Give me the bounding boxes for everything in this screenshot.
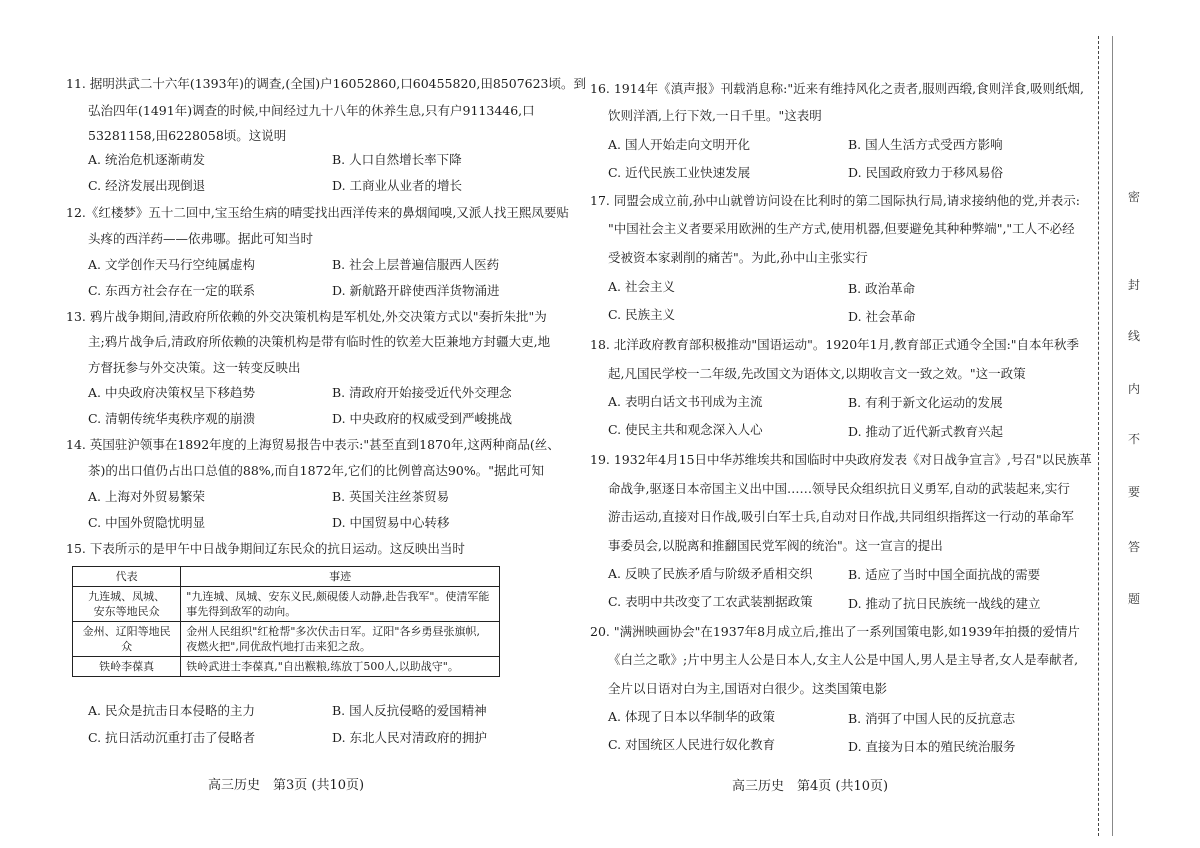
q11-line: 弘治四年(1491年)调查的时候,中间经过九十八年的休养生息,只有户9113446,口 <box>88 103 535 118</box>
q11-line: 53281158,田6228058顷。这说明 <box>88 128 287 143</box>
table-header-row <box>73 567 500 587</box>
q17-option-c[interactable]: C. 民族主义 <box>608 307 676 322</box>
table-row <box>73 587 500 622</box>
q17-option-a[interactable]: A. 社会主义 <box>608 279 675 294</box>
q18-option-c[interactable]: C. 使民主共和观念深入人心 <box>608 422 763 437</box>
cell-text: 夜燃火把",同优敌忾地打击来犯之敌。 <box>186 640 371 653</box>
cell-text: 金州、辽阳等地民众 <box>82 625 171 653</box>
q11-line: 11. 据明洪武二十六年(1393年)的调查,(全国)户16052860,口60455820,田8507623顷。到 <box>66 76 587 91</box>
q16-line: 饮则洋酒,上行下效,一日千里。"这表明 <box>608 108 822 123</box>
q14-option-d[interactable]: D. 中国贸易中心转移 <box>332 515 450 530</box>
q17-line: 受被资本家剥削的痛苦"。为此,孙中山主张实行 <box>608 250 868 265</box>
table-cell-rep <box>73 587 181 622</box>
q14-option-b[interactable]: B. 英国关注丝茶贸易 <box>332 489 450 504</box>
q15-table <box>72 566 500 677</box>
cell-text: 铁岭李葆真 <box>99 660 155 673</box>
seal-char: 内 <box>1128 382 1141 396</box>
q12-line: 头疼的西洋药——依弗哪。据此可知当时 <box>88 231 314 246</box>
q19-line: 游击运动,直接对日作战,吸引白军士兵,自动对日作战,共同组织指挥这一行动的革命军 <box>608 509 1074 524</box>
q20-line: 全片以日语对白为主,国语对白很少。这类国策电影 <box>608 681 887 696</box>
q11-option-a[interactable]: A. 统治危机逐渐萌发 <box>88 152 205 167</box>
q19-option-d[interactable]: D. 推动了抗日民族统一战线的建立 <box>848 596 1041 611</box>
q11-option-c[interactable]: C. 经济发展出现倒退 <box>88 178 206 193</box>
q14-line: 茶)的出口值仍占出口总值的88%,而自1872年,它们的比例曾高达90%。"据此可知 <box>88 463 544 478</box>
seal-char: 封 <box>1128 278 1141 292</box>
q20-option-b[interactable]: B. 消弭了中国人民的反抗意志 <box>848 711 1016 726</box>
q12-option-a[interactable]: A. 文学创作天马行空纯属虚构 <box>88 257 255 272</box>
q17-option-d[interactable]: D. 社会革命 <box>848 309 916 324</box>
q12-line: 12.《红楼梦》五十二回中,宝玉给生病的晴雯找出西洋传来的鼻烟闻嗅,又派人找王熙凤要贴 <box>66 205 569 220</box>
q19-option-c[interactable]: C. 表明中共改变了工农武装割据政策 <box>608 594 813 609</box>
fold-line-dashed <box>1098 36 1099 836</box>
q13-line: 13. 鸦片战争期间,清政府所依赖的外交决策机构是军机处,外交决策方式以"奏折朱批"为 <box>66 309 547 324</box>
q19-option-a[interactable]: A. 反映了民族矛盾与阶级矛盾相交织 <box>608 566 813 581</box>
q20-line: 20. "满洲映画协会"在1937年8月成立后,推出了一系列国策电影,如1939年拍摄的爱情片 <box>590 624 1080 639</box>
q13-option-b[interactable]: B. 清政府开始接受近代外交理念 <box>332 385 512 400</box>
q17-line: "中国社会主义者要采用欧洲的生产方式,使用机器,但要避免其种种弊端","工人不必经 <box>608 221 1075 236</box>
q20-option-a[interactable]: A. 体现了日本以华制华的政策 <box>608 709 775 724</box>
q11-option-b[interactable]: B. 人口自然增长率下降 <box>332 152 462 167</box>
q15-line: 15. 下表所示的是甲午中日战争期间辽东民众的抗日运动。这反映出当时 <box>66 541 465 556</box>
table-row <box>73 657 500 677</box>
q16-line: 16. 1914年《滇声报》刊载消息称:"近来有维持风化之责者,服则西缎,食则洋食,吸则纸烟, <box>590 81 1085 96</box>
fold-line-solid <box>1112 36 1113 836</box>
q12-option-c[interactable]: C. 东西方社会存在一定的联系 <box>88 283 256 298</box>
q19-line: 19. 1932年4月15日中华苏维埃共和国临时中央政府发表《对日战争宣言》,号召"以民族革 <box>590 452 1092 467</box>
q15-option-a[interactable]: A. 民众是抗击日本侵略的主力 <box>88 703 255 718</box>
table-row <box>73 622 500 657</box>
table-cell-rep <box>73 622 181 657</box>
q12-option-d[interactable]: D. 新航路开辟使西洋货物涌进 <box>332 283 500 298</box>
q19-line: 命战争,驱逐日本帝国主义出中国……领导民众组织抗日义勇军,自动的武装起来,实行 <box>608 481 1070 496</box>
table-cell-rep <box>73 657 181 677</box>
seal-char: 题 <box>1128 592 1141 606</box>
seal-char: 答 <box>1128 540 1141 554</box>
page-footer: 高三历史 第3页 (共10页) <box>208 778 365 793</box>
q17-line: 17. 同盟会成立前,孙中山就曾访问设在比利时的第二国际执行局,请求接纳他的党,并表示: <box>590 193 1080 208</box>
seal-char: 密 <box>1128 190 1141 204</box>
q20-option-d[interactable]: D. 直接为日本的殖民统治服务 <box>848 739 1016 754</box>
q13-option-d[interactable]: D. 中央政府的权威受到严峻挑战 <box>332 411 513 426</box>
q19-option-b[interactable]: B. 适应了当时中国全面抗战的需要 <box>848 567 1041 582</box>
q18-option-d[interactable]: D. 推动了近代新式教育兴起 <box>848 424 1004 439</box>
q19-line: 事委员会,以脱离和推翻国民党军阀的统治"。这一宣言的提出 <box>608 538 943 553</box>
seal-char: 要 <box>1128 485 1141 499</box>
q15-option-d[interactable]: D. 东北人民对清政府的拥护 <box>332 730 488 745</box>
q15-option-c[interactable]: C. 抗日活动沉重打击了侵略者 <box>88 730 256 745</box>
q18-line: 起,凡国民学校一二年级,先改国文为语体文,以期收言文一致之效。"这一政策 <box>608 366 1026 381</box>
seal-char: 不 <box>1128 432 1141 446</box>
table-cell-deed <box>181 657 500 677</box>
seal-char: 线 <box>1128 329 1141 343</box>
q20-line: 《白兰之歌》;片中男主人公是日本人,女主人公是中国人,男人是主导者,女人是奉献者, <box>608 652 1079 667</box>
q18-option-b[interactable]: B. 有利于新文化运动的发展 <box>848 395 1003 410</box>
q17-option-b[interactable]: B. 政治革命 <box>848 281 916 296</box>
table-cell-deed <box>181 587 500 622</box>
cell-text: "九连城、凤城、安东义民,颇硯倭人动静,赴告我军"。使清军能 <box>186 590 490 603</box>
table-cell-deed <box>181 622 500 657</box>
q11-option-d[interactable]: D. 工商业从业者的增长 <box>332 178 463 193</box>
table-header-rep: 代表 <box>73 567 181 587</box>
q20-option-c[interactable]: C. 对国统区人民进行奴化教育 <box>608 737 776 752</box>
q14-option-a[interactable]: A. 上海对外贸易繁荣 <box>88 489 205 504</box>
cell-text: 金州人民组织"红枪帮"多次伏击日军。辽阳"各乡勇昼张旗帜, <box>186 625 480 638</box>
table-header-deed: 事迹 <box>181 567 500 587</box>
q16-option-c[interactable]: C. 近代民族工业快速发展 <box>608 165 751 180</box>
q15-option-b[interactable]: B. 国人反抗侵略的爱国精神 <box>332 703 487 718</box>
q16-option-a[interactable]: A. 国人开始走向文明开化 <box>608 137 750 152</box>
q14-line: 14. 英国驻沪领事在1892年度的上海贸易报告中表示:"甚至直到1870年,这两种商品(丝、 <box>66 437 560 452</box>
q13-option-a[interactable]: A. 中央政府决策权呈下移趋势 <box>88 385 255 400</box>
q14-option-c[interactable]: C. 中国外贸隐忧明显 <box>88 515 206 530</box>
page-footer: 高三历史 第4页 (共10页) <box>732 779 889 794</box>
cell-text: 铁岭武进士李葆真,"自出糇粮,练放丁500人,以助战守"。 <box>186 660 459 673</box>
cell-text: 事先得到敌军的动向。 <box>186 605 297 618</box>
cell-text: 九连城、凤城、 <box>88 590 166 603</box>
cell-text: 安东等地民众 <box>93 605 160 618</box>
q12-option-b[interactable]: B. 社会上层普遍信服西人医药 <box>332 257 500 272</box>
q16-option-b[interactable]: B. 国人生活方式受西方影响 <box>848 137 1003 152</box>
q16-option-d[interactable]: D. 民国政府致力于移风易俗 <box>848 165 1004 180</box>
q13-line: 方督抚参与外交决策。这一转变反映出 <box>88 360 301 375</box>
q13-line: 主;鸦片战争后,清政府所依赖的决策机构是带有临时性的钦差大臣兼地方封疆大吏,地 <box>88 334 551 349</box>
q18-option-a[interactable]: A. 表明白话文书刊成为主流 <box>608 394 763 409</box>
q13-option-c[interactable]: C. 清朝传统华夷秩序观的崩溃 <box>88 411 256 426</box>
q18-line: 18. 北洋政府教育部积极推动"国语运动"。1920年1月,教育部正式通令全国:"自本年秋季 <box>590 337 1080 352</box>
